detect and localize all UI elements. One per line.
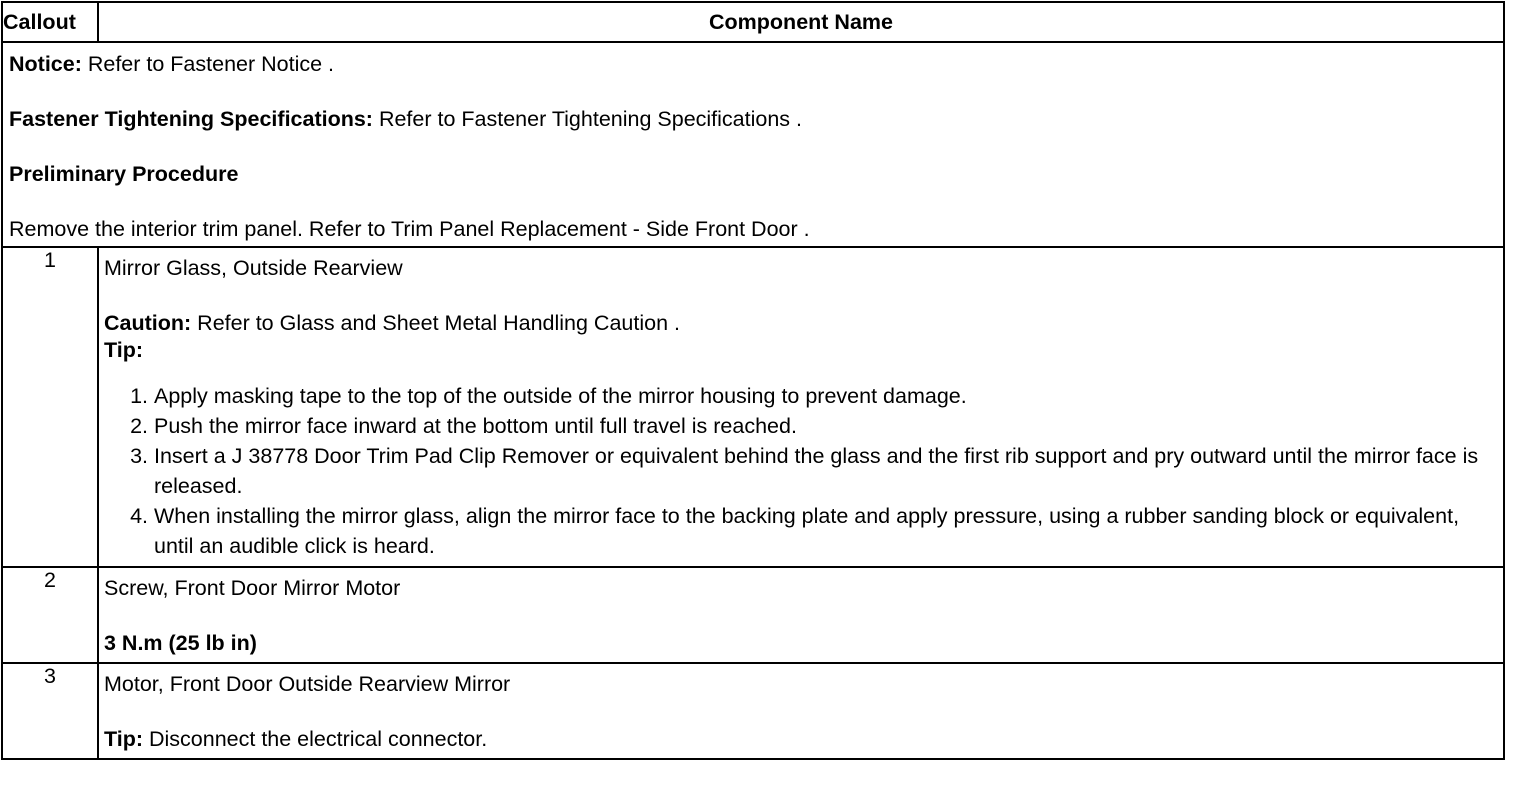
caution-text: Refer to Glass and Sheet Metal Handling Caution . [191,311,680,335]
notice-label: Notice: [9,52,82,76]
component-cell [98,663,1504,759]
list-item: 3. Insert a J 38778 Door Trim Pad Clip Remover or equivalent behind the glass and the first rib support and pry outward until the mirror face is released. [154,441,1497,501]
fastener-label: Fastener Tightening Specifications: [9,107,373,131]
notice-text: Refer to Fastener Notice . [81,52,335,76]
tip-label: Tip: [104,727,144,751]
torque-spec: 3 N.m (25 lb in) [104,631,257,655]
component-name: Screw, Front Door Mirror Motor [104,576,401,600]
notice-line [9,51,1497,78]
component-cell [98,567,1504,663]
intro-row [2,42,1504,247]
fastener-line [9,106,1497,133]
preliminary-heading: Preliminary Procedure [9,162,239,186]
component-table [1,1,1505,760]
table-header-row [2,2,1504,42]
tip-label: Tip: [104,338,144,362]
table-row [2,663,1504,759]
list-item: 1. Apply masking tape to the top of the outside of the mirror housing to prevent damage. [154,381,1497,411]
tip-line [104,337,1497,364]
header-component-name: Component Name [98,2,1504,42]
callout-number: 1 [2,247,98,567]
list-item: 4. When installing the mirror glass, align the mirror face to the backing plate and apply pressure, using a rubber sanding block or equivalent, until an audible click is heard. [154,501,1497,561]
component-name: Mirror Glass, Outside Rearview [104,256,403,280]
table-row [2,247,1504,567]
intro-cell [2,42,1504,247]
caution-line [104,310,1497,337]
callout-number: 2 [2,567,98,663]
fastener-text: Refer to Fastener Tightening Specifications . [372,107,803,131]
list-item: 2. Push the mirror face inward at the bottom until full travel is reached. [154,411,1497,441]
tip-text: Disconnect the electrical connector. [143,727,488,751]
component-name: Motor, Front Door Outside Rearview Mirror [104,672,511,696]
preliminary-text: Remove the interior trim panel. Refer to Trim Panel Replacement - Side Front Door . [9,217,810,241]
tip-steps [104,381,1497,561]
caution-label: Caution: [104,311,192,335]
header-callout: Callout [2,2,98,42]
tip-line [104,726,1497,753]
table-row [2,567,1504,663]
component-cell [98,247,1504,567]
callout-number: 3 [2,663,98,759]
